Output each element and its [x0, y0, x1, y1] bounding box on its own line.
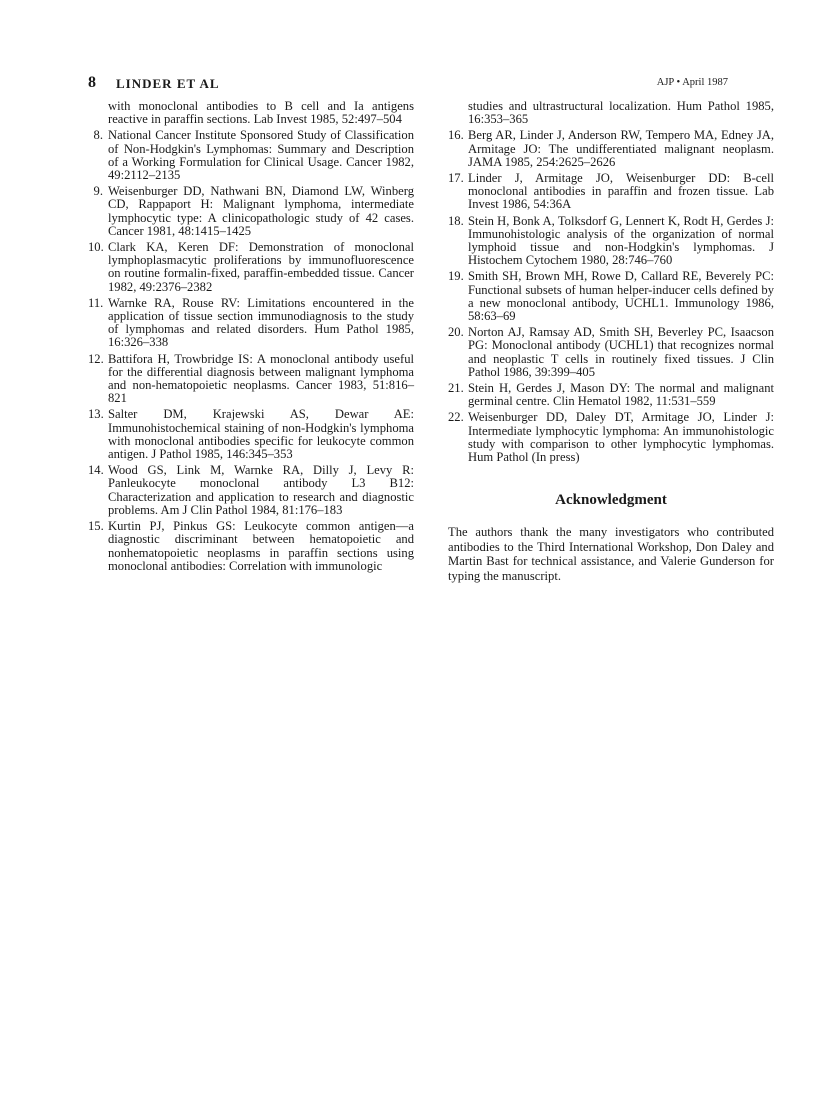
reference-number: 21.	[448, 381, 464, 396]
reference-number: 19.	[448, 269, 464, 284]
reference-text: Kurtin PJ, Pinkus GS: Leukocyte common antigen—a diagnostic discriminant between hematopoietic and nonhematopoietic neoplasms in paraffin sections using monoclonal antibodies: Correlation with immunologic	[108, 519, 414, 573]
reference-text: studies and ultrastructural localization. Hum Pathol 1985, 16:353–365	[468, 99, 774, 127]
reference-item	[448, 270, 774, 323]
reference-item	[448, 411, 774, 464]
reference-text: Norton AJ, Ramsay AD, Smith SH, Beverley PC, Isaacson PG: Monoclonal antibody (UCHL1) that recognizes normal and neoplastic T cells in routinely fixed tissues. J Clin Pathol 1986, 39:399–405	[468, 325, 774, 379]
reference-text: Battifora H, Trowbridge IS: A monoclonal antibody useful for the differential diagnosis between malignant lymphoma and non-hematopoietic neoplasms. Cancer 1983, 51:816–821	[108, 351, 414, 406]
reference-text: Warnke RA, Rouse RV: Limitations encountered in the application of tissue section immunodiagnosis to the study of lymphomas and related disorders. Hum Pathol 1985, 16:326–338	[108, 295, 414, 350]
reference-text: Wood GS, Link M, Warnke RA, Dilly J, Levy R: Panleukocyte monoclonal antibody L3 B12: Characterization and application to research and diagnostic problems. Am J Clin Pathol 1984, 81:176–183	[108, 463, 414, 517]
page-header	[88, 74, 728, 94]
reference-item	[448, 215, 774, 268]
reference-text: Berg AR, Linder J, Anderson RW, Tempero MA, Edney JA, Armitage JO: The undifferentiated malignant neoplasm. JAMA 1985, 254:2625–2626	[468, 128, 774, 169]
reference-number: 11.	[88, 295, 104, 310]
reference-number: 9.	[93, 184, 103, 199]
reference-text: Stein H, Bonk A, Tolksdorf G, Lennert K, Rodt H, Gerdes J: Immunohistologic analysis of the organization of normal lymphoid tissue and non-Hodgkin's lymphomas. J Histochem Cytochem 1980, 28:746–760	[468, 213, 774, 268]
reference-number: 17.	[448, 171, 464, 186]
reference-item	[88, 520, 414, 573]
reference-item	[88, 464, 414, 517]
page-number: 8	[88, 74, 96, 91]
reference-text: Weisenburger DD, Daley DT, Armitage JO, Linder J: Intermediate lymphocytic lymphoma: An immunohistologic study with comparison to other lymphocytic lymphomas. Hum Pathol (In press)	[468, 410, 774, 465]
reference-number: 8.	[93, 128, 103, 143]
journal-citation: AJP • April 1987	[656, 77, 728, 88]
left-column	[88, 100, 414, 576]
reference-number: 12.	[88, 351, 104, 366]
reference-number: 10.	[88, 240, 104, 255]
reference-item	[88, 408, 414, 461]
reference-item	[448, 326, 774, 379]
reference-text: Salter DM, Krajewski AS, Dewar AE: Immunohistochemical staining of non-Hodgkin's lymphoma with monoclonal antibodies specific for leukocyte common antigen. J Pathol 1985, 146:345–353	[108, 407, 414, 462]
reference-text: Stein H, Gerdes J, Mason DY: The normal and malignant germinal centre. Clin Hematol 1982, 11:531–559	[468, 381, 774, 409]
reference-text: Clark KA, Keren DF: Demonstration of monoclonal lymphoplasmacytic proliferations by immunofluorescence on routine formalin-fixed, paraffin-embedded tissue. Cancer 1982, 49:2376–2382	[108, 240, 414, 294]
reference-number: 16.	[448, 128, 464, 143]
reference-item	[448, 129, 774, 169]
acknowledgment-text: The authors thank the many investigators who contributed antibodies to the Third International Workshop, Don Daley and Martin Bast for technical assistance, and Valerie Gunderson for typing the manuscript.	[448, 525, 774, 584]
reference-item	[88, 185, 414, 238]
reference-number: 22.	[448, 410, 464, 425]
reference-item	[88, 297, 414, 350]
reference-number: 18.	[448, 213, 464, 228]
reference-number: 15.	[88, 519, 104, 534]
reference-text: Smith SH, Brown MH, Rowe D, Callard RE, Beverely PC: Functional subsets of human helper-inducer cells defined by a new monoclonal antibody, UCHL1. Immunology 1986, 58:63–69	[468, 269, 774, 324]
reference-item	[448, 100, 774, 126]
reference-number: 20.	[448, 325, 464, 340]
reference-item	[88, 100, 414, 126]
running-head: LINDER ET AL	[116, 76, 220, 91]
right-column	[448, 100, 774, 584]
reference-item	[448, 172, 774, 212]
reference-item	[88, 353, 414, 406]
acknowledgment-heading: Acknowledgment	[555, 492, 667, 509]
reference-text: National Cancer Institute Sponsored Study of Classification of Non-Hodgkin's Lymphomas: Summary and Description of a Working Formulation for Clinical Usage. Cancer 1982, 49:2112–2135	[108, 128, 414, 183]
reference-text: Weisenburger DD, Nathwani BN, Diamond LW, Winberg CD, Rappaport H: Malignant lymphoma, intermediate lymphocytic type: A clinicopathologic study of 42 cases. Cancer 1981, 48:1415–1425	[108, 184, 414, 238]
reference-number: 14.	[88, 463, 104, 478]
reference-text: Linder J, Armitage JO, Weisenburger DD: B-cell monoclonal antibodies in paraffin and frozen tissue. Lab Invest 1986, 54:36A	[468, 171, 774, 212]
reference-item	[88, 129, 414, 182]
reference-number: 13.	[88, 407, 104, 422]
reference-item	[88, 241, 414, 294]
reference-text: with monoclonal antibodies to B cell and Ia antigens reactive in paraffin sections. Lab Invest 1985, 52:497–504	[108, 99, 414, 127]
reference-item	[448, 382, 774, 408]
